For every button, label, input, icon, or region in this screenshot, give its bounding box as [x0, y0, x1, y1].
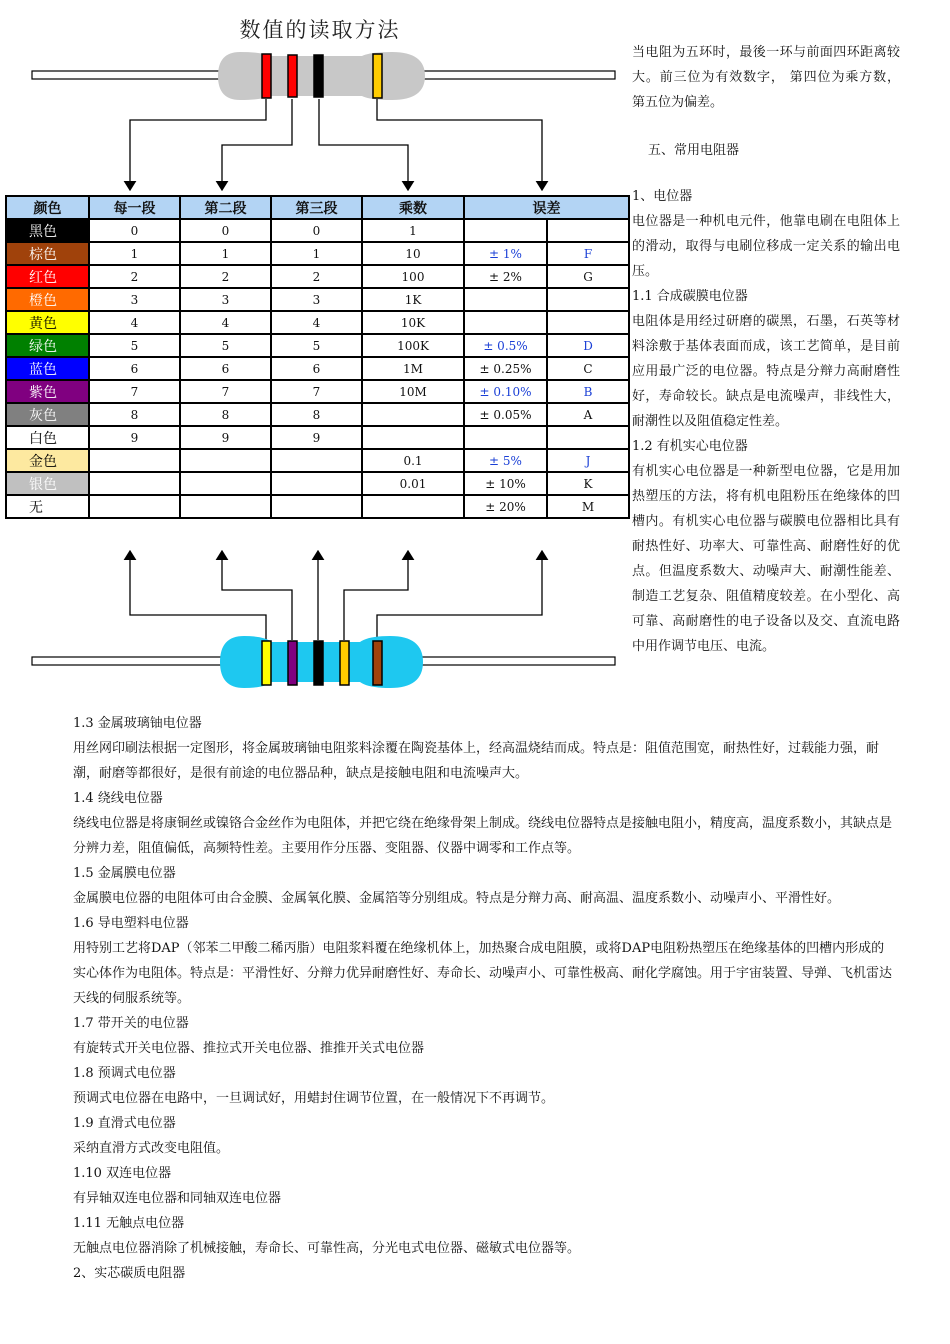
tolerance-code-cell: K	[547, 472, 629, 495]
subsection-heading: 1、电位器	[632, 189, 693, 204]
color-cell: 紫色	[6, 380, 89, 403]
paragraph: 有异轴双连电位器和同轴双连电位器	[73, 1191, 282, 1206]
multiplier-cell: 10	[362, 242, 464, 265]
band-2-cell: 5	[180, 334, 271, 357]
band-yellow	[262, 641, 271, 685]
five-band-note: 当电阻为五环时，最後一环与前面四环距离较大。前三位为有效数字， 第四位为乘方数， 第五位为偏差。	[632, 45, 900, 110]
multiplier-cell	[362, 403, 464, 426]
band-3-cell: 9	[271, 426, 362, 449]
tolerance-code-cell	[547, 426, 629, 449]
color-cell: 无	[6, 495, 89, 518]
tolerance-cell: ± 0.10%	[464, 380, 547, 403]
band-3-cell: 2	[271, 265, 362, 288]
color-cell: 黄色	[6, 311, 89, 334]
color-cell: 银色	[6, 472, 89, 495]
table-header-row	[6, 196, 629, 219]
tolerance-code-cell	[547, 219, 629, 242]
band-3-cell	[271, 495, 362, 518]
band-1-cell: 2	[89, 265, 180, 288]
subsection-heading: 1.3 金属玻璃铀电位器	[73, 716, 202, 731]
tolerance-code-cell: C	[547, 357, 629, 380]
color-cell: 蓝色	[6, 357, 89, 380]
table-row	[6, 288, 629, 311]
tolerance-cell: ± 0.25%	[464, 357, 547, 380]
paragraph: 用丝网印刷法根据一定图形，将金属玻璃铀电阻浆料涂覆在陶瓷基体上，经高温烧结而成。特点是：阻值范围宽，耐热性好，过载能力强，耐潮，耐磨等都很好，是很有前途的电位器品种，缺点是接触电阻和电流噪声大。	[73, 741, 880, 781]
bottom-arrows	[130, 555, 542, 640]
tolerance-code-cell: M	[547, 495, 629, 518]
multiplier-cell: 100K	[362, 334, 464, 357]
table-row	[6, 472, 629, 495]
subsection-heading: 1.4 绕线电位器	[73, 791, 163, 806]
multiplier-cell: 1M	[362, 357, 464, 380]
band-3-cell: 6	[271, 357, 362, 380]
band-3-cell: 7	[271, 380, 362, 403]
band-3-cell	[271, 449, 362, 472]
paragraph: 预调式电位器在电路中，一旦调试好，用蜡封住调节位置，在一般情况下不再调节。	[73, 1091, 555, 1106]
multiplier-cell	[362, 495, 464, 518]
subsection-heading: 1.9 直滑式电位器	[73, 1116, 176, 1131]
band-2-cell: 1	[180, 242, 271, 265]
band-2-cell: 8	[180, 403, 271, 426]
header-band-3: 第三段	[271, 196, 362, 219]
band-1-cell	[89, 449, 180, 472]
table-row	[6, 357, 629, 380]
band-3-cell: 1	[271, 242, 362, 265]
band-2-cell: 4	[180, 311, 271, 334]
subsection-heading: 1.10 双连电位器	[73, 1166, 172, 1181]
band-3-cell: 4	[271, 311, 362, 334]
multiplier-cell: 1K	[362, 288, 464, 311]
table-row	[6, 380, 629, 403]
band-1-cell: 7	[89, 380, 180, 403]
table-row	[6, 265, 629, 288]
band-2-cell: 9	[180, 426, 271, 449]
color-cell: 橙色	[6, 288, 89, 311]
table-row	[6, 495, 629, 518]
subsection-heading: 1.8 预调式电位器	[73, 1066, 176, 1081]
multiplier-cell: 10K	[362, 311, 464, 334]
tolerance-code-cell	[547, 311, 629, 334]
band-1-cell	[89, 495, 180, 518]
color-cell: 黑色	[6, 219, 89, 242]
subsection-heading: 1.11 无触点电位器	[73, 1216, 185, 1231]
multiplier-cell: 1	[362, 219, 464, 242]
band-gold	[340, 641, 349, 685]
band-1-cell: 6	[89, 357, 180, 380]
four-band-resistor	[32, 52, 615, 100]
paragraph: 有旋转式开关电位器、推拉式开关电位器、推推开关式电位器	[73, 1041, 425, 1056]
tolerance-cell: ± 0.05%	[464, 403, 547, 426]
band-3-cell: 0	[271, 219, 362, 242]
header-band-2: 第二段	[180, 196, 271, 219]
subsection-heading: 1.2 有机实心电位器	[632, 439, 748, 454]
tolerance-cell: ± 0.5%	[464, 334, 547, 357]
multiplier-cell: 10M	[362, 380, 464, 403]
band-violet	[288, 641, 297, 685]
tolerance-code-cell: F	[547, 242, 629, 265]
band-red-2	[288, 55, 297, 97]
header-multiplier: 乘数	[362, 196, 464, 219]
paragraph: 电位器是一种机电元件，他靠电刷在电阻体上的滑动，取得与电刷位移成一定关系的输出电压。	[632, 214, 900, 279]
paragraph: 用特别工艺将DAP（邻苯二甲酸二稀丙脂）电阻浆料覆在绝缘机体上，加热聚合成电阻膜，或将DAP电阻粉热塑压在绝缘基体的凹槽内形成的实心体作为电阻体。特点是：平滑性好、分辩力优异耐磨性好、寿命长、动噪声小、可靠性极高、耐化学腐蚀。用于宇宙装置、导弹、飞机雷达天线的伺服系统等。	[73, 941, 893, 1006]
band-brown	[373, 641, 382, 685]
subsection-heading: 1.1 合成碳膜电位器	[632, 289, 748, 304]
paragraph: 绕线电位器是将康铜丝或镍铬合金丝作为电阻体，并把它绕在绝缘骨架上制成。绕线电位器特点是接触电阻小，精度高，温度系数小，其缺点是分辨力差，阻值偏低，高频特性差。主要用作分压器、变阻器、仪器中调零和工作点等。	[73, 816, 893, 856]
band-black	[314, 55, 323, 97]
tolerance-cell: ± 20%	[464, 495, 547, 518]
table-row	[6, 311, 629, 334]
table-row	[6, 403, 629, 426]
top-arrows	[130, 99, 542, 186]
subsection-heading: 1.5 金属膜电位器	[73, 866, 176, 881]
band-3-cell: 3	[271, 288, 362, 311]
right-column-text	[632, 40, 900, 659]
color-cell: 绿色	[6, 334, 89, 357]
color-cell: 白色	[6, 426, 89, 449]
tolerance-cell	[464, 288, 547, 311]
table-row	[6, 426, 629, 449]
paragraph: 有机实心电位器是一种新型电位器，它是用加热塑压的方法，将有机电阻粉压在绝缘体的凹槽内。有机实心电位器与碳膜电位器相比具有耐热性好、功率大、可靠性高、耐磨性好的优点。但温度系数大、动噪声大、耐潮性能差、制造工艺复杂、阻值精度较差。在小型化、高可靠、高耐磨性的电子设备以及交、直流电路中用作调节电压、电流。	[632, 464, 900, 654]
band-3-cell	[271, 472, 362, 495]
table-row	[6, 219, 629, 242]
band-1-cell: 9	[89, 426, 180, 449]
table-row	[6, 449, 629, 472]
band-1-cell: 3	[89, 288, 180, 311]
color-cell: 红色	[6, 265, 89, 288]
header-band-1: 每一段	[89, 196, 180, 219]
multiplier-cell	[362, 426, 464, 449]
tolerance-code-cell	[547, 288, 629, 311]
tolerance-cell	[464, 219, 547, 242]
tolerance-cell: ± 1%	[464, 242, 547, 265]
five-band-resistor	[32, 636, 615, 688]
band-3-cell: 8	[271, 403, 362, 426]
color-cell: 棕色	[6, 242, 89, 265]
paragraph: 无触点电位器消除了机械接触，寿命长、可靠性高，分光电式电位器、磁敏式电位器等。	[73, 1241, 581, 1256]
band-black	[314, 641, 323, 685]
band-1-cell: 0	[89, 219, 180, 242]
tolerance-code-cell: B	[547, 380, 629, 403]
color-code-table	[5, 195, 630, 519]
tolerance-cell	[464, 426, 547, 449]
band-1-cell: 4	[89, 311, 180, 334]
tolerance-code-cell: A	[547, 403, 629, 426]
band-1-cell: 1	[89, 242, 180, 265]
figure-title: 数值的读取方法	[239, 18, 401, 42]
tolerance-code-cell: J	[547, 449, 629, 472]
band-2-cell: 0	[180, 219, 271, 242]
tolerance-code-cell: D	[547, 334, 629, 357]
band-2-cell	[180, 472, 271, 495]
band-2-cell	[180, 449, 271, 472]
tolerance-code-cell: G	[547, 265, 629, 288]
header-color: 颜色	[6, 196, 89, 219]
header-tolerance: 误差	[464, 196, 629, 219]
color-cell: 灰色	[6, 403, 89, 426]
color-cell: 金色	[6, 449, 89, 472]
multiplier-cell: 0.01	[362, 472, 464, 495]
multiplier-cell: 100	[362, 265, 464, 288]
multiplier-cell: 0.1	[362, 449, 464, 472]
paragraph: 电阻体是用经过研磨的碳黑，石墨，石英等材料涂敷于基体表面而成，该工艺简单，是目前应用最广泛的电位器。特点是分辩力高耐磨性好，寿命较长。缺点是电流噪声，非线性大， 耐潮性以及阻值稳定性差。	[632, 314, 900, 429]
band-gold	[373, 54, 382, 98]
band-1-cell: 8	[89, 403, 180, 426]
band-2-cell: 6	[180, 357, 271, 380]
section-heading: 五、常用电阻器	[648, 143, 740, 158]
subsection-heading: 1.6 导电塑料电位器	[73, 916, 189, 931]
subsection-heading: 1.7 带开关的电位器	[73, 1016, 189, 1031]
tolerance-cell	[464, 311, 547, 334]
paragraph: 金属膜电位器的电阻体可由合金膜、金属氧化膜、金属箔等分别组成。特点是分辩力高、耐高温、温度系数小、动噪声小、平滑性好。	[73, 891, 841, 906]
band-1-cell: 5	[89, 334, 180, 357]
band-2-cell: 7	[180, 380, 271, 403]
section-heading: 2、实芯碳质电阻器	[73, 1266, 186, 1281]
tolerance-cell: ± 5%	[464, 449, 547, 472]
tolerance-cell: ± 10%	[464, 472, 547, 495]
band-1-cell	[89, 472, 180, 495]
table-row	[6, 334, 629, 357]
tolerance-cell: ± 2%	[464, 265, 547, 288]
paragraph: 采纳直滑方式改变电阻值。	[73, 1141, 230, 1156]
table-row	[6, 242, 629, 265]
band-red-1	[262, 54, 271, 98]
band-2-cell: 3	[180, 288, 271, 311]
body-text	[73, 711, 895, 1286]
band-2-cell: 2	[180, 265, 271, 288]
band-3-cell: 5	[271, 334, 362, 357]
band-2-cell	[180, 495, 271, 518]
